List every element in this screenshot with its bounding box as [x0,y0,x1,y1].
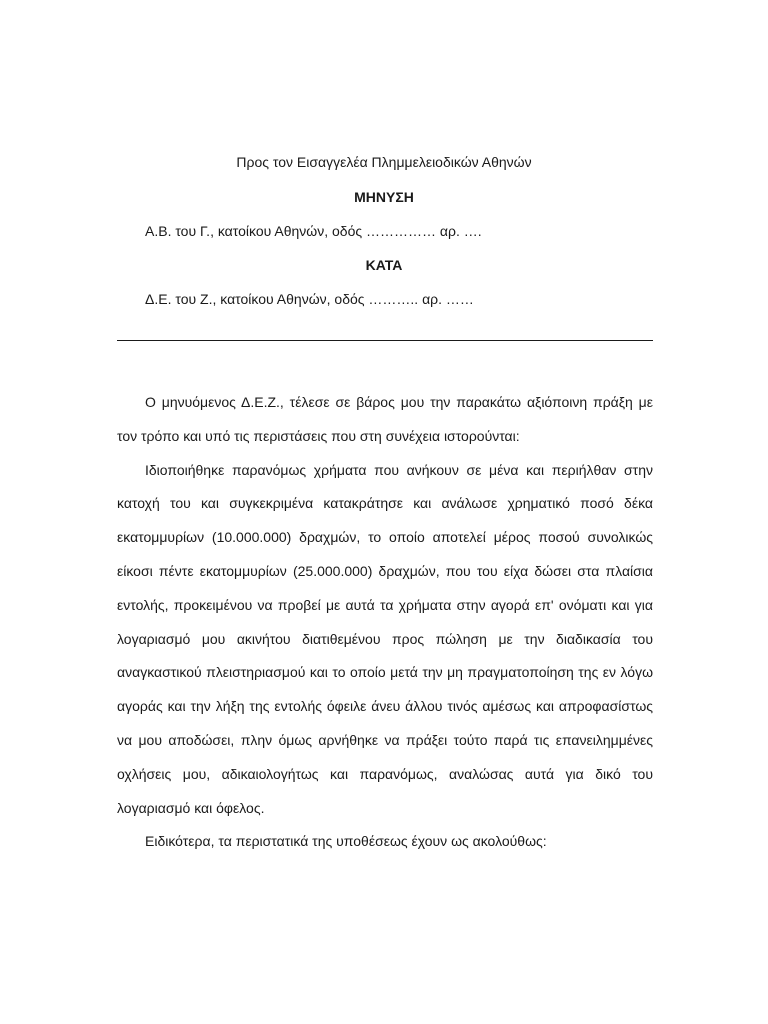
against-label: ΚΑΤΑ [365,257,403,273]
paragraph: Ο μηνυόμενος Δ.Ε.Ζ., τέλεσε σε βάρος μου την παρακάτω αξιόποινη πράξη με τον τρόπο και υπό τις περιστάσεις που στη συνέχεια ιστορούνται: [117,394,653,444]
paragraph: Ειδικότερα, τα περιστατικά της υποθέσεως έχουν ως ακολούθως: [145,833,547,850]
plaintiff-details: Α.Β. του Γ., κατοίκου Αθηνών, οδός …………… αρ. …. [145,223,482,239]
defendant-details: Δ.Ε. του Ζ., κατοίκου Αθηνών, οδός ……….. αρ. …… [145,291,474,307]
complaint-body [117,386,653,859]
section-divider [117,340,653,341]
paragraph: Ιδιοποιήθηκε παρανόμως χρήματα που ανήκουν σε μένα και περιήλθαν στην κατοχή του και συγκεκριμένα κατακράτησε και ανάλωσε χρηματικό ποσό δέκα εκατομμυρίων (10.000.000) δραχμών, το οποίο αποτελεί μέρος ποσού συνολικώς είκοσι πέντε εκατομμυρίων (25.000.000) δραχμών, που του είχα δώσει στα πλαίσια εντολής, προκειμένου να προβεί με αυτά τα χρήματα στην αγορά επ' ονόματι και για λογαριασμό μου ακινήτου διατιθεμένου προς πώληση με την διαδικασία του αναγκαστικού πλειστηριασμού και το οποίο μετά την μη πραγματοποίηση της εν λόγω αγοράς και την λήξη της εντολής όφειλε άνευ άλλου τινός αμέσως και απροφασίστως να μου αποδώσει, πλην όμως αρνήθηκε να πράξει τούτο παρά τις επανειλημμένες οχλήσεις μου, αδικαιολογήτως και παρανόμως, αναλώσας αυτά για δικό του λογαριασμό και όφελος. [117,461,653,816]
document-title: ΜΗΝΥΣΗ [354,189,414,205]
recipient-line: Προς τον Εισαγγελέα Πλημμελειοδικών Αθηνών [236,154,532,170]
